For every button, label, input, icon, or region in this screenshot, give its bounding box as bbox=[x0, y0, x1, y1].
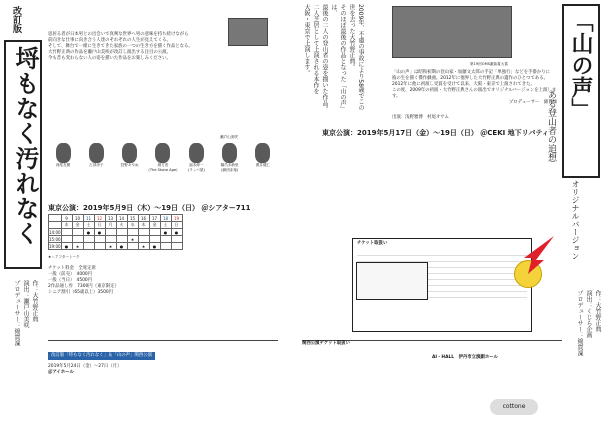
calendar-legend: ★＝アフタートーク bbox=[48, 255, 80, 259]
cast-member: 福本伸一 (ラッパ屋) bbox=[181, 143, 211, 195]
left-credits: 作：大竹野正典 演出：瀬戸山美咲 プロデューサー：綿貫凜 bbox=[13, 280, 38, 346]
cast-member: 狩野あやぬ bbox=[115, 143, 145, 195]
right-credits: 作：大竹野正典 演出：くじら企画 プロデューサー：綿貫凜 bbox=[576, 290, 601, 356]
map bbox=[356, 262, 428, 300]
schedule-calendar: 9 10 11 12 13 14 15 16 17 18 19 木 金 土 日 月 火 水 木 金 土 日 14:00 ● ● ● ● 15:00 ★ 19:00 ● ★ ★ ● ★ ● bbox=[48, 214, 183, 250]
cast-member: 橋爪未萠里 (劇団赤鬼) bbox=[215, 143, 245, 195]
bottom-right-block: 関西公演チケット取扱い AI・HALL 伊丹市立演劇ホール cottone bbox=[302, 340, 562, 421]
award-caption: 第19回OMS戯曲賞大賞 bbox=[470, 62, 508, 66]
right-tokyo-schedule: 東京公演：2019年5月17日（金）〜19日（日） ＠CEKI 地下リバティ bbox=[322, 129, 549, 137]
arrow-icon bbox=[524, 232, 560, 276]
author-photo bbox=[228, 18, 268, 46]
version-label: オリジナルバージョン bbox=[571, 180, 580, 260]
cast-member: 西尾友樹 bbox=[48, 143, 78, 195]
right-subtitle: ある登山者の追想 bbox=[546, 90, 556, 162]
intro-text: 思居る者が日本男との出会いで真剣な世界へ男の意味を持ち続けながら 前向きな仕事に向き合う人達のそれぞれの人生が見えてくる。 そして、舞台で一緒に生きてきた家族の一つの生き方を描く作品となる。 大竹野正典の作品を瀬戸山美咲が改訂し演出する注目の公演。 今も昔も変わらない人の姿を描いた作品をお楽しみください。 bbox=[48, 32, 193, 61]
cast-member: 占部房子 bbox=[81, 143, 111, 195]
story-text: 2009年、不慮の事故により58歳でこの世を去った大竹野正典。 そのほぼ最後の作品となった「山の声」は、 最後の二人の登山者の姿を描いた作品。 二人芝居として上演される本作を 大阪・東京で上演します。 bbox=[303, 4, 364, 112]
kaitei-label: 改訂版 bbox=[11, 6, 21, 33]
author-caption: 瀬戸山美咲 bbox=[220, 135, 238, 139]
cottone-logo: cottone bbox=[490, 399, 538, 415]
stage-photo bbox=[392, 6, 512, 58]
cast-member: 緒方晋 (The Stone Age) bbox=[148, 143, 178, 195]
cast-row bbox=[48, 143, 278, 195]
play-title: 埒もなく汚れなく bbox=[11, 46, 40, 246]
bottom-left-block: 改訂版「埒もなく汚れなく」＆「山の声」関西公演 2019年5月24日（金）〜27日（月） ＠アイホール bbox=[48, 340, 278, 421]
staff-line: 出演：浅野雅博 村尾オサム bbox=[392, 115, 449, 120]
right-title: 「山の声」 bbox=[568, 10, 594, 120]
ticket-info-box: チケット取扱い bbox=[352, 238, 532, 332]
tokyo-schedule: 東京公演：2019年5月9日（木）〜19日（日） ＠シアター711 bbox=[48, 204, 251, 212]
cast-member: 照井健仁 bbox=[248, 143, 278, 195]
description: 「山の声」は昭和初期の登山家・加藤文太郎の手記「単独行」などを手掛かりに 彼の生を描く傑作戯曲。2012年に他界した大竹野正典の遺作のひとつである。 2012年に他に初演し受賞を受けて以来、大阪・東京で上演されてきた。 この度、2009年の初演・大竹野正典さんの演出でオリジナルバージョンを上演します。 プロデューサー 綿貫凜 bbox=[392, 70, 557, 105]
ticket-prices: チケット料金 全席定席 一般（前売） 4000円 一般（当日） 4500円 2作品通し券 7300円（東京限定） シニア割引（65歳以上）3500円 bbox=[48, 266, 120, 295]
